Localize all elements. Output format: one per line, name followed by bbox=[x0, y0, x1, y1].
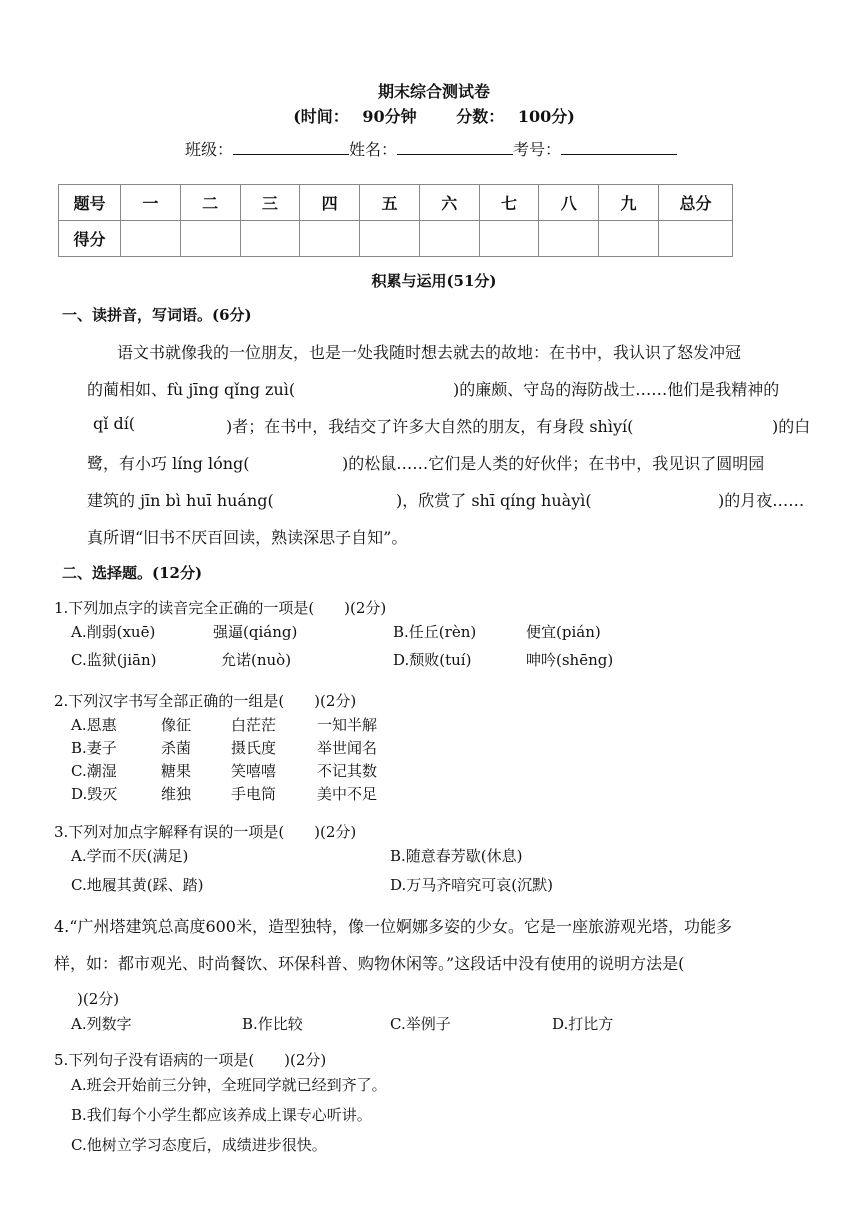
score-input-cell[interactable] bbox=[180, 221, 240, 257]
score-input-cell[interactable] bbox=[659, 221, 733, 257]
q1-line5a: 建筑的 jīn bì huī huáng( bbox=[87, 491, 274, 510]
exam-time-score bbox=[0, 104, 868, 127]
part1-title: 积累与运用(51分) bbox=[371, 272, 497, 290]
q2-s4-stem1: 4.“广州塔建筑总高度600米，造型独特，像一位婀娜多姿的少女。它是一座旅游观光塔，功能多 bbox=[54, 917, 732, 936]
score-input-cell[interactable] bbox=[121, 221, 181, 257]
q2-s2-row bbox=[71, 760, 377, 781]
q2-s1-option-c2: 允诺(nuò) bbox=[221, 651, 292, 669]
q2-s2-word: 糖果 bbox=[161, 762, 192, 780]
exam-no-blank[interactable] bbox=[561, 140, 677, 155]
q2-s1-option-b2: 便宜(pián) bbox=[526, 623, 601, 641]
q2-s1-option-d2: 呻吟(shēng) bbox=[526, 651, 614, 669]
score-table-cell: 一 bbox=[121, 185, 181, 221]
score-table-cell: 题号 bbox=[59, 185, 121, 221]
score-table-cell: 总分 bbox=[659, 185, 733, 221]
q2-s2-word: 摄氏度 bbox=[231, 739, 277, 757]
score-input-cell[interactable] bbox=[300, 221, 360, 257]
exam-title: 期末综合测试卷 bbox=[377, 82, 490, 101]
q2-s2-word: 不记其数 bbox=[317, 762, 378, 780]
name-label: 姓名： bbox=[349, 140, 398, 159]
q2-s4-option-a: A.列数字 bbox=[71, 1015, 132, 1033]
score-label: 分数： bbox=[456, 107, 505, 126]
score-input-cell[interactable] bbox=[479, 221, 539, 257]
q2-s4-option-c: C.举例子 bbox=[390, 1015, 451, 1033]
score-value: 100分) bbox=[517, 107, 575, 126]
score-input-cell[interactable] bbox=[360, 221, 420, 257]
score-input-cell[interactable] bbox=[419, 221, 479, 257]
q1-line2b: )的廉颇、守岛的海防战士……他们是我精神的 bbox=[453, 380, 780, 399]
q2-s5-stem: 5.下列句子没有语病的一项是( )(2分) bbox=[54, 1051, 327, 1069]
score-table-cell: 八 bbox=[539, 185, 599, 221]
q1-line4b: )的松鼠……它们是人类的好伙伴；在书中，我见识了圆明园 bbox=[342, 454, 765, 473]
q2-s2-word: 举世闻名 bbox=[317, 739, 378, 757]
q2-s4-stem3: )(2分) bbox=[77, 990, 120, 1008]
score-table-cell: 六 bbox=[419, 185, 479, 221]
q1-line1: 语文书就像我的一位朋友，也是一处我随时想去就去的故地：在书中，我认识了怒发冲冠 bbox=[117, 343, 742, 362]
score-input-cell[interactable] bbox=[539, 221, 599, 257]
score-table-cell: 七 bbox=[479, 185, 539, 221]
q2-s1-option-a1: A.削弱(xuē) bbox=[71, 623, 156, 641]
student-info-line bbox=[185, 137, 677, 160]
q2-s3-stem: 3.下列对加点字解释有误的一项是( )(2分) bbox=[54, 823, 357, 841]
q2-s2-row bbox=[71, 714, 377, 735]
score-table-cell: 得分 bbox=[59, 221, 121, 257]
score-table-cell: 九 bbox=[599, 185, 659, 221]
q2-s5-option-b: B.我们每个小学生都应该养成上课专心听讲。 bbox=[71, 1106, 372, 1124]
q2-s2-word: B.妻子 bbox=[71, 739, 117, 757]
q2-title: 二、选择题。(12分) bbox=[62, 564, 203, 582]
q2-s2-stem: 2.下列汉字书写全部正确的一组是( )(2分) bbox=[54, 692, 357, 710]
score-input-cell[interactable] bbox=[599, 221, 659, 257]
name-blank[interactable] bbox=[397, 140, 513, 155]
q2-s2-word: 一知半解 bbox=[317, 716, 378, 734]
q2-s4-stem2: 样，如：都市观光、时尚餐饮、环保科普、购物休闲等。”这段话中没有使用的说明方法是( bbox=[54, 954, 685, 973]
q2-s2-word: 手电筒 bbox=[231, 785, 277, 803]
score-input-cell[interactable] bbox=[240, 221, 300, 257]
q2-s2-row bbox=[71, 783, 377, 804]
q2-s2-word: 白茫茫 bbox=[231, 716, 277, 734]
q1-line4a: 鹭，有小巧 líng lóng( bbox=[87, 454, 250, 473]
q2-s4-option-d: D.打比方 bbox=[552, 1015, 614, 1033]
score-table-header-row bbox=[59, 185, 733, 221]
time-value: 90分钟 bbox=[362, 107, 417, 126]
q1-line2a: 的蔺相如、fù jīng qǐng zuì( bbox=[87, 380, 296, 399]
q1-line3c: )的白 bbox=[772, 417, 811, 436]
score-table-cell: 五 bbox=[360, 185, 420, 221]
q2-s4-option-b: B.作比较 bbox=[242, 1015, 303, 1033]
q2-s5-option-a: A.班会开始前三分钟，全班同学就已经到齐了。 bbox=[71, 1076, 387, 1094]
q1-line6: 真所谓“旧书不厌百回读，熟读深思子自知”。 bbox=[87, 528, 408, 547]
q2-s5-option-c: C.他树立学习态度后，成绩进步很快。 bbox=[71, 1136, 327, 1154]
q1-title: 一、读拼音，写词语。(6分) bbox=[62, 306, 252, 324]
q1-line5c: )的月夜…… bbox=[718, 491, 805, 510]
score-table-cell: 三 bbox=[240, 185, 300, 221]
score-table-score-row bbox=[59, 221, 733, 257]
class-label: 班级： bbox=[185, 140, 234, 159]
q2-s3-option-a: A.学而不厌(满足) bbox=[71, 847, 189, 865]
q2-s2-row bbox=[71, 737, 377, 758]
q1-line3b: )者；在书中，我结交了许多大自然的朋友，有身段 shìyí( bbox=[226, 417, 634, 436]
q2-s2-word: A.恩惠 bbox=[71, 716, 117, 734]
q2-s2-word: 像征 bbox=[161, 716, 192, 734]
score-table-cell: 二 bbox=[180, 185, 240, 221]
exam-no-label: 考号： bbox=[513, 140, 562, 159]
q2-s2-word: 美中不足 bbox=[317, 785, 378, 803]
q1-line5b: )，欣赏了 shī qíng huàyì( bbox=[396, 491, 592, 510]
q2-s3-option-b: B.随意春芳歇(休息) bbox=[390, 847, 523, 865]
q2-s1-stem: 1.下列加点字的读音完全正确的一项是( )(2分) bbox=[54, 599, 387, 617]
q2-s2-word: 维独 bbox=[161, 785, 192, 803]
q2-s1-option-c1: C.监狱(jiān) bbox=[71, 651, 157, 669]
score-table bbox=[58, 184, 733, 257]
q2-s1-option-d1: D.颓败(tuí) bbox=[393, 651, 472, 669]
q2-s1-option-a2: 强逼(qiáng) bbox=[213, 623, 298, 641]
q1-line3a: qǐ dí( bbox=[93, 414, 136, 433]
q2-s2-word: 笑嘻嘻 bbox=[231, 762, 277, 780]
q2-s3-option-d: D.万马齐喑究可哀(沉默) bbox=[390, 876, 553, 894]
q2-s3-option-c: C.地履其黄(踩、踏) bbox=[71, 876, 204, 894]
time-label: (时间： bbox=[293, 107, 349, 126]
q2-s2-word: 杀菌 bbox=[161, 739, 192, 757]
score-table-cell: 四 bbox=[300, 185, 360, 221]
class-blank[interactable] bbox=[233, 140, 349, 155]
q2-s2-word: D.毁灭 bbox=[71, 785, 118, 803]
q2-s1-option-b1: B.任丘(rèn) bbox=[393, 623, 477, 641]
q2-s2-word: C.潮湿 bbox=[71, 762, 117, 780]
